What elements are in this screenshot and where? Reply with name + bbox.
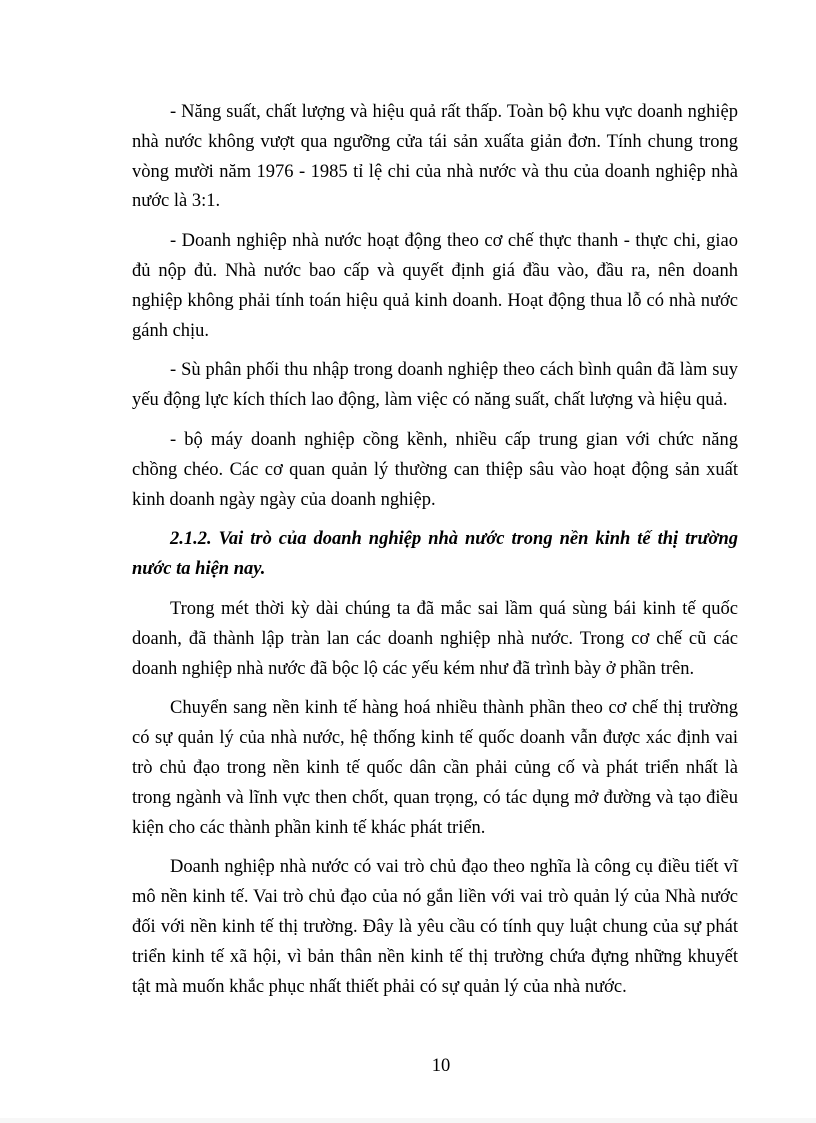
paragraph-productivity: - Năng suất, chất lượng và hiệu quả rất thấp. Toàn bộ khu vực doanh nghiệp nhà nước không vượt qua ngưỡng cửa tái sản xuấta giản đơn. Tính chung trong vòng mười năm 1976 - 1985 tỉ lệ chi của nhà nước và thu của doanh nghiệp nhà nước là 3:1.: [132, 102, 738, 212]
document-body: [132, 98, 738, 1012]
page-bottom-edge: [0, 1118, 816, 1123]
paragraph-bureaucracy: - bộ máy doanh nghiệp cồng kềnh, nhiều cấp trung gian với chức năng chồng chéo. Các cơ quan quản lý thường can thiệp sâu vào hoạt động sản xuất kinh doanh ngày ngày của doanh nghiệp.: [132, 429, 738, 510]
paragraph-income-distribution: - Sù phân phối thu nhập trong doanh nghiệp theo cách bình quân đã làm suy yếu động lực kích thích lao động, làm việc có năng suất, chất lượng và hiệu quả.: [132, 360, 738, 411]
paragraph-leading-role: Doanh nghiệp nhà nước có vai trò chủ đạo theo nghĩa là công cụ điều tiết vĩ mô nền kinh tế. Vai trò chủ đạo của nó gắn liền với vai trò quản lý của Nhà nước đối với nền kinh tế thị trường. Đây là yêu cầu có tính quy luật chung của sự phát triển kinh tế xã hội, vì bản thân nền kinh tế thị trường chứa đựng những khuyết tật mà muốn khắc phục nhất thiết phải có sự quản lý của nhà nước.: [132, 857, 738, 997]
page-number: 10: [431, 1056, 451, 1076]
paragraph-market-transition: Chuyển sang nền kinh tế hàng hoá nhiều thành phần theo cơ chế thị trường có sự quản lý của nhà nước, hệ thống kinh tế quốc doanh vẫn được xác định vai trò chủ đạo trong nền kinh tế quốc dân cần phải củng cố và phát triển nhất là trong ngành và lĩnh vực then chốt, quan trọng, có tác dụng mở đường và tạo điều kiện cho các thành phần kinh tế khác phát triển.: [132, 698, 738, 838]
paragraph-state-enterprise-mechanism: - Doanh nghiệp nhà nước hoạt động theo cơ chế thực thanh - thực chi, giao đủ nộp đủ. Nhà nước bao cấp và quyết định giá đầu vào, đầu ra, nên doanh nghiệp không phải tính toán hiệu quả kinh doanh. Hoạt động thua lỗ có nhà nước gánh chịu.: [132, 231, 738, 341]
paragraph-past-mistakes: Trong mét thời kỳ dài chúng ta đã mắc sai lầm quá sùng bái kinh tế quốc doanh, đã thành lập tràn lan các doanh nghiệp nhà nước. Trong cơ chế cũ các doanh nghiệp nhà nước đã bộc lộ các yếu kém như đã trình bày ở phần trên.: [132, 598, 738, 679]
section-heading: 2.1.2. Vai trò của doanh nghiệp nhà nước trong nền kinh tế thị trường nước ta hiện nay.: [132, 529, 738, 580]
